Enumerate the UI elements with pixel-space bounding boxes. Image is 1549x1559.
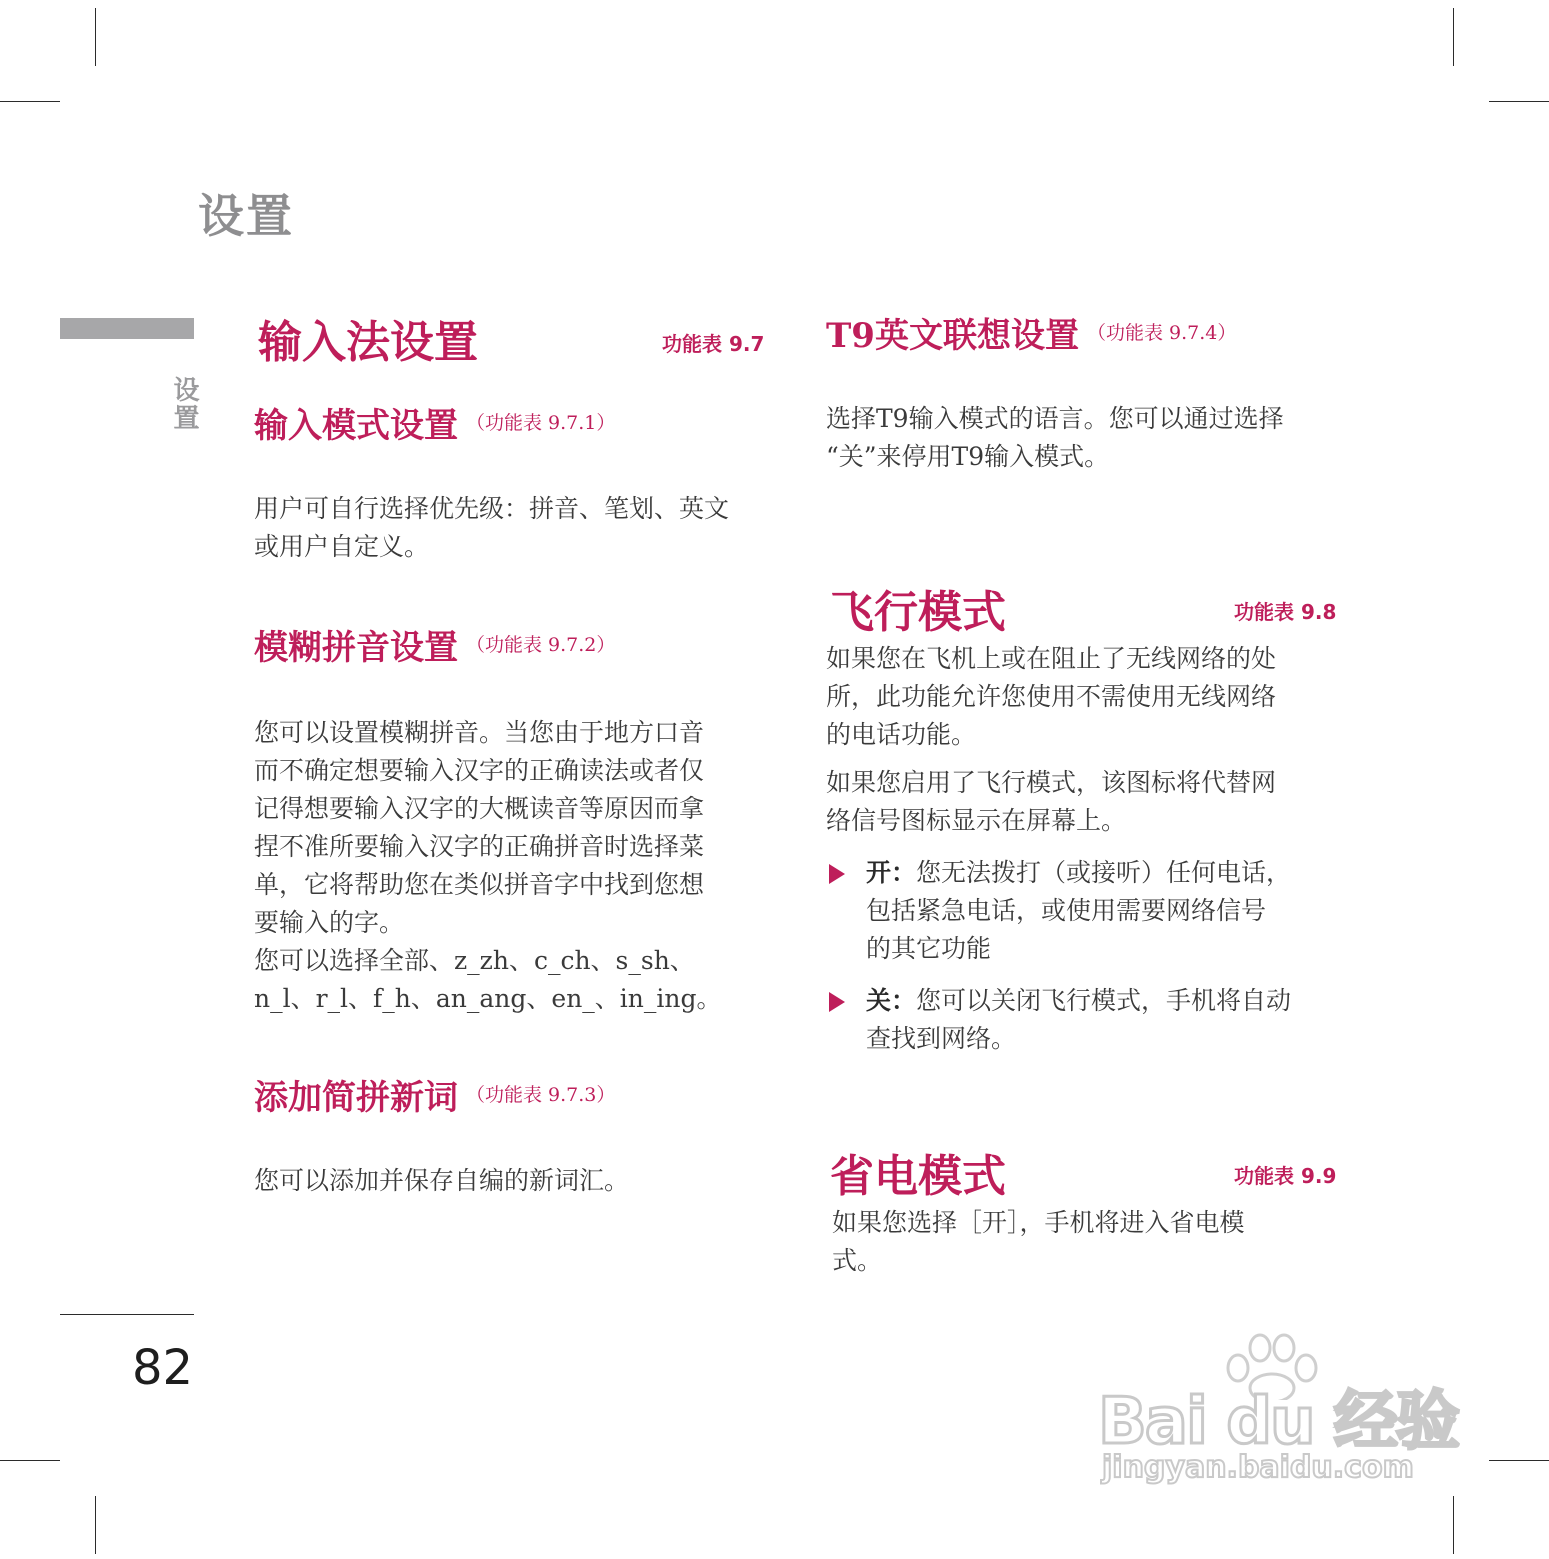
section-menu-ref: 功能表 9.9 — [1234, 1164, 1337, 1188]
subsection-ref: （功能表 9.7.4） — [1086, 322, 1237, 344]
crop-mark — [1453, 1496, 1454, 1554]
bullet-item-on — [829, 854, 1326, 968]
subsection-title — [254, 398, 615, 447]
crop-mark — [95, 1496, 96, 1554]
paragraph: 如果您启用了飞行模式，该图标将代替网 络信号图标显示在屏幕上。 — [826, 768, 1277, 835]
crop-mark — [1489, 101, 1549, 102]
paragraph: 您可以添加并保存自编的新词汇。 — [254, 1166, 630, 1195]
paragraph: 如果您在飞机上或在阻止了无线网络的处 所，此功能允许您使用不需使用无线网络 的电话功能。 — [826, 644, 1277, 749]
paragraph: 如果您选择［开］，手机将进入省电模 式。 — [832, 1208, 1245, 1275]
sidebar-tab-label: 设置 — [169, 376, 199, 432]
watermark-url: jingyan.baidu.com — [1102, 1450, 1414, 1485]
section-title-flight-mode: 飞行模式 — [830, 587, 1006, 638]
subsection-title-text: T9英文联想设置 — [826, 316, 1079, 356]
triangle-bullet-icon — [829, 992, 845, 1012]
section-title-input-settings: 输入法设置 — [258, 317, 478, 368]
subsection-ref: （功能表 9.7.2） — [466, 634, 616, 656]
section-title-power-saving: 省电模式 — [830, 1151, 1006, 1202]
triangle-bullet-icon — [829, 864, 845, 884]
crop-mark — [1489, 1460, 1549, 1461]
paragraph: 用户可自行选择优先级：拼音、笔划、英文 或用户自定义。 — [254, 494, 730, 561]
bullet-body: 您可以关闭飞行模式，手机将自动 查找到网络。 — [866, 986, 1292, 1053]
subsection-ref: （功能表 9.7.3） — [466, 1084, 616, 1106]
crop-mark — [0, 101, 60, 102]
page-title: 设置 — [198, 189, 294, 243]
page-number-rule — [60, 1314, 194, 1315]
page-number: 82 — [132, 1340, 194, 1396]
subsection-title-text: 添加简拼新词 — [254, 1078, 458, 1118]
subsection-title-text: 模糊拼音设置 — [254, 628, 458, 668]
section-menu-ref: 功能表 9.7 — [662, 332, 765, 356]
subsection-title-text: 输入模式设置 — [254, 406, 458, 446]
crop-mark — [1453, 8, 1454, 66]
crop-mark — [0, 1460, 60, 1461]
watermark-brand: Bai du 经验 — [1098, 1385, 1458, 1459]
bullet-body: 您无法拨打（或接听）任何电话， 包括紧急电话，或使用需要网络信号 的其它功能 — [866, 858, 1292, 963]
bullet-text — [866, 854, 1326, 968]
subsection-title — [826, 308, 1236, 357]
bullet-key: 开： — [866, 858, 917, 887]
paragraph: 您可以设置模糊拼音。当您由于地方口音 而不确定想要输入汉字的正确读法或者仅 记得想要输入汉字的大概读音等原因而拿 捏不准所要输入汉字的正确拼音时选择菜 单，它将帮助您在类似拼音字中找到您想 要输入的字。 您可以选择全部、z_zh、c_ch、s_sh、 n_l、r_l、f_h、an_ang、en_、in_ing。 — [254, 718, 722, 1013]
subsection-ref: （功能表 9.7.1） — [466, 412, 616, 434]
bullet-item-off — [829, 982, 1326, 1058]
section-menu-ref: 功能表 9.8 — [1234, 600, 1337, 624]
bullet-key: 关： — [866, 986, 917, 1015]
sidebar-bar — [60, 318, 194, 339]
subsection-title — [254, 620, 615, 669]
subsection-title — [254, 1070, 615, 1119]
paragraph: 选择T9输入模式的语言。您可以通过选择 “关”来停用T9输入模式。 — [826, 404, 1284, 471]
crop-mark — [95, 8, 96, 66]
baidu-watermark — [1098, 1330, 1458, 1500]
bullet-text — [866, 982, 1326, 1058]
